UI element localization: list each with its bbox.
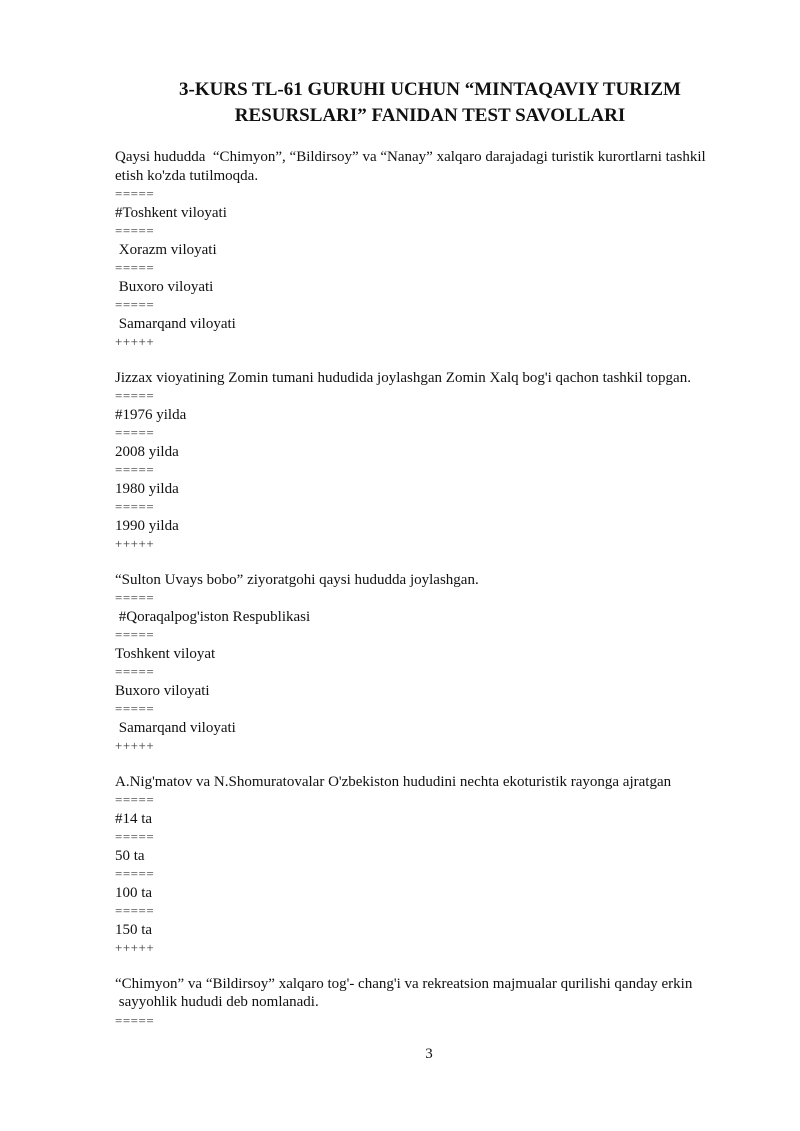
answer-option: 50 ta [115, 847, 145, 864]
answer-option: #1976 yilda [115, 406, 187, 423]
separator: ===== [115, 425, 155, 440]
question-block [115, 369, 765, 554]
question-text: sayyohlik hududi deb nomlanadi. [115, 994, 319, 1010]
question-block [115, 148, 765, 352]
separator: ===== [115, 260, 155, 275]
separator: ===== [115, 462, 155, 477]
answer-option: Samarqand viloyati [115, 315, 236, 332]
question-block [115, 773, 765, 958]
answer-option: 1990 yilda [115, 517, 179, 534]
answer-option: Buxoro viloyati [115, 682, 210, 699]
question-text: Qaysi hududda “Chimyon”, “Bildirsoy” va “Nanay” xalqaro darajadagi turistik kurortlarni tashkil [115, 149, 706, 165]
answer-option: Samarqand viloyati [115, 719, 236, 736]
separator: ===== [115, 388, 155, 403]
terminator: +++++ [115, 940, 155, 955]
answer-option: #14 ta [115, 810, 153, 827]
title-line-1: 3-KURS TL-61 GURUHI UCHUN “MINTAQAVIY TURIZM [179, 79, 681, 100]
question-text: etish ko'zda tutilmoqda. [115, 167, 259, 184]
answer-option: Buxoro viloyati [115, 278, 214, 295]
answer-option: Xorazm viloyati [115, 241, 217, 258]
title-line-2: RESURSLARI” FANIDAN TEST SAVOLLARI [234, 105, 626, 126]
question-text: Jizzax vioyatining Zomin tumani hududida joylashgan Zomin Xalq bog'i qachon tashkil topgan. [115, 369, 691, 386]
separator: ===== [115, 664, 155, 679]
page-number: 3 [425, 1046, 433, 1062]
question-block [115, 571, 765, 756]
separator: ===== [115, 701, 155, 716]
answer-option: 100 ta [115, 884, 153, 901]
separator: ===== [115, 627, 155, 642]
terminator: +++++ [115, 536, 155, 551]
page-title [100, 77, 760, 129]
separator: ===== [115, 866, 155, 881]
test-questions [115, 148, 765, 1030]
answer-option: 1980 yilda [115, 480, 179, 497]
separator: ===== [115, 223, 155, 238]
question-text: “Sulton Uvays bobo” ziyoratgohi qaysi hududda joylashgan. [115, 571, 479, 588]
answer-option: 150 ta [115, 921, 153, 938]
separator: ===== [115, 829, 155, 844]
separator: ===== [115, 792, 155, 807]
answer-option: Toshkent viloyat [115, 645, 216, 662]
answer-option: #Toshkent viloyati [115, 204, 227, 221]
separator: ===== [115, 590, 155, 605]
separator: ===== [115, 1012, 155, 1028]
separator: ===== [115, 499, 155, 514]
answer-option: 2008 yilda [115, 443, 179, 460]
question-text: “Chimyon” va “Bildirsoy” xalqaro tog'- chang'i va rekreatsion majmualar qurilishi qanday erkin [115, 975, 693, 992]
answer-option: #Qoraqalpog'iston Respublikasi [115, 608, 311, 625]
separator: ===== [115, 186, 155, 201]
terminator: +++++ [115, 334, 155, 349]
terminator: +++++ [115, 738, 155, 753]
separator: ===== [115, 903, 155, 918]
question-block [115, 975, 765, 1031]
question-text: A.Nig'matov va N.Shomuratovalar O'zbekiston hududini nechta ekoturistik rayonga ajratgan [115, 773, 672, 790]
separator: ===== [115, 297, 155, 312]
